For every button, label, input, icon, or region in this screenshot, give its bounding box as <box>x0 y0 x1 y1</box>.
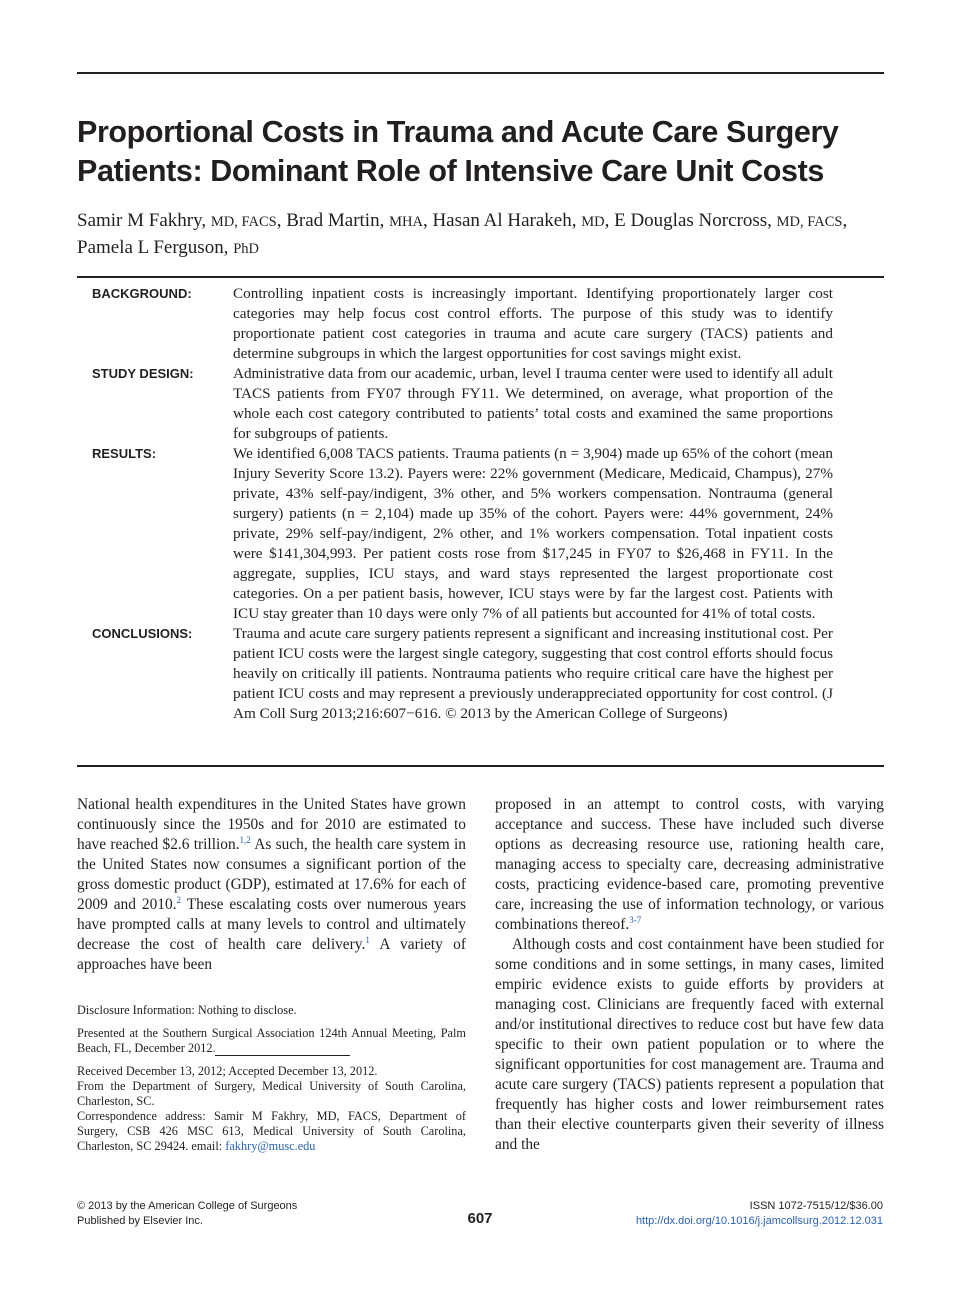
abstract-section-conclusions <box>77 624 884 724</box>
abstract-top-rule <box>77 276 884 278</box>
author-degree: MD, FACS <box>210 214 277 230</box>
email-link[interactable]: fakhry@musc.edu <box>225 1139 316 1153</box>
footer-right <box>636 1199 883 1229</box>
author-degree: MHA <box>389 214 423 230</box>
doi-link[interactable]: http://dx.doi.org/10.1016/j.jamcollsurg.2012.12.031 <box>635 1215 883 1227</box>
abstract-section-study-design <box>77 364 884 444</box>
abstract-section-results <box>77 444 884 624</box>
author-name: Pamela L Ferguson <box>77 237 224 258</box>
footer-left <box>77 1199 297 1229</box>
article-title: Proportional Costs in Trauma and Acute Care Surgery Patients: Dominant Role of Intensive Care Unit Costs <box>77 115 839 188</box>
body-paragraph <box>77 795 466 975</box>
body-column-left <box>77 795 466 975</box>
section-text: Controlling inpatient costs is increasingly important. Identifying proportionately larger cost categories may help focus cost control efforts. The purpose of this study was to identify proportionate patient cost categories in trauma and acute care surgery (TACS) patients and determine subgroups in which the largest opportunities for cost savings might exist. <box>233 285 833 362</box>
author-name: Hasan Al Harakeh <box>432 210 572 231</box>
correspondence-text: Correspondence address: Samir M Fakhry, MD, FACS, Department of Surgery, CSB 426 MSC 613, Medical University of South Carolina, Charleston, SC 29424. email: <box>77 1109 466 1153</box>
correspondence-note <box>77 1109 466 1154</box>
citation-link[interactable]: 3-7 <box>629 914 642 925</box>
author-sep: , <box>276 210 287 231</box>
top-rule <box>77 72 884 74</box>
body-paragraph <box>495 795 884 935</box>
body-column-right <box>495 795 884 1155</box>
author-sep: , <box>422 210 433 231</box>
citation-link[interactable]: 1 <box>365 934 370 945</box>
footnote-divider <box>215 1055 350 1056</box>
section-text: We identified 6,008 TACS patients. Trauma patients (n = 3,904) made up 65% of the cohort (mean Injury Severity Score 13.2). Payers were: 22% government (Medicare, Medicaid, Champus), 27% private, 43% self-pay/indigent, 3% other, and 5% workers compensation. Nontrauma (general surgery) patients (n = 2,104) made up 35% of the cohort. Payers were: 44% government, 24% private, 29% self-pay/indigent, 2% other, and 1% workers compensation. Total inpatient costs were $141,304,993. Per patient costs rose from $17,245 in FY07 to $26,468 in FY11. In the aggregate, supplies, ICU stays, and ward stays represented the largest proportionate cost categories. On a per patient basis, however, ICU stays were by far the largest cost. Patients with ICU stay greater than 10 days were only 7% of all patients but accounted for 41% of total costs. <box>233 445 833 622</box>
disclosure-note: Disclosure Information: Nothing to disclose. <box>77 1003 297 1017</box>
section-label: BACKGROUND: <box>92 286 192 301</box>
section-label: STUDY DESIGN: <box>92 366 194 381</box>
body-text: As such, the health care system in the United States now consumes a significant portion of the gross domestic product (GDP), estimated at 17.6% for each of 2009 and 2010. <box>77 836 466 913</box>
author-degree: MD <box>581 214 605 230</box>
issn-text: ISSN 1072-7515/12/$36.00 <box>749 1200 883 1212</box>
body-paragraph: Although costs and cost containment have been studied for some conditions and in some settings, in many cases, limited empiric evidence exists to guide efforts by providers at managing cost. Clinicians are frequently faced with external and/or institutional directives to reduce cost but have few data specific to their own patient population or to where the significant opportunities for cost management are. Trauma and acute care surgery (TACS) patients represent a population that frequently has higher costs and lower reimbursement rates than their elective counterparts given their severity of illness and the <box>495 936 884 1153</box>
body-text: proposed in an attempt to control costs, with varying acceptance and success. These have included such diverse options as decreasing resource use, rationing health care, managing access to specialty care, decreasing administrative costs, practicing evidence-based care, promoting preventive care, increasing the use of information technology, or various combinations thereof. <box>495 796 884 933</box>
abstract-bottom-rule <box>77 765 884 767</box>
author-sep: , <box>604 210 615 231</box>
footnotes <box>77 1003 466 1154</box>
author-name: Samir M Fakhry <box>77 210 202 231</box>
body-text: National health expenditures in the United States have grown continuously since the 1950s and for 2010 are estimated to have reached $2.6 trillion. <box>77 796 466 853</box>
body-text: A variety of approaches have been <box>77 936 466 973</box>
publisher-text: Published by Elsevier Inc. <box>77 1215 203 1227</box>
author-list: Samir M Fakhry, MD, FACS, Brad Martin, MHA, Hasan Al Harakeh, MD, E Douglas Norcross, MD, FACS, Pamela L Ferguson, PhD <box>77 210 848 258</box>
body-text: These escalating costs over numerous years have prompted calls at many levels to control and ultimately decrease the cost of health care delivery. <box>77 896 467 953</box>
received-note: Received December 13, 2012; Accepted December 13, 2012. <box>77 1064 378 1078</box>
abstract-section-background <box>77 284 884 364</box>
section-label: RESULTS: <box>92 446 157 461</box>
citation-link[interactable]: 2 <box>176 894 182 905</box>
citation-link[interactable]: 1,2 <box>239 834 251 845</box>
copyright-text: © 2013 by the American College of Surgeons <box>77 1200 298 1212</box>
author-degree: MD, FACS <box>776 214 843 230</box>
author-sep: , <box>842 210 848 231</box>
page-number: 607 <box>467 1210 493 1227</box>
author-name: Brad Martin <box>286 210 380 231</box>
abstract <box>77 284 884 724</box>
author-name: E Douglas Norcross <box>614 210 768 231</box>
affiliation-note: From the Department of Surgery, Medical University of South Carolina, Charleston, SC. <box>77 1079 466 1108</box>
section-text: Trauma and acute care surgery patients represent a significant and increasing institutional cost. Per patient ICU costs were the largest single category, suggesting that cost control efforts should focus heavily on critically ill patients. Nontrauma patients who require critical care have the highest per patient ICU costs and may represent a previously underappreciated opportunity for cost control. (J Am Coll Surg 2013;216:607−616. © 2013 by the American College of Surgeons) <box>233 625 833 722</box>
section-text: Administrative data from our academic, urban, level I trauma center were used to identify all adult TACS patients from FY07 through FY11. We determined, on average, what proportion of the whole each cost category contributed to patients’ total costs and examined the same proportions for subgroups of patients. <box>233 365 833 442</box>
section-label: CONCLUSIONS: <box>92 626 193 641</box>
author-degree: PhD <box>233 241 259 257</box>
presented-note: Presented at the Southern Surgical Association 124th Annual Meeting, Palm Beach, FL, December 2012. <box>77 1026 466 1055</box>
